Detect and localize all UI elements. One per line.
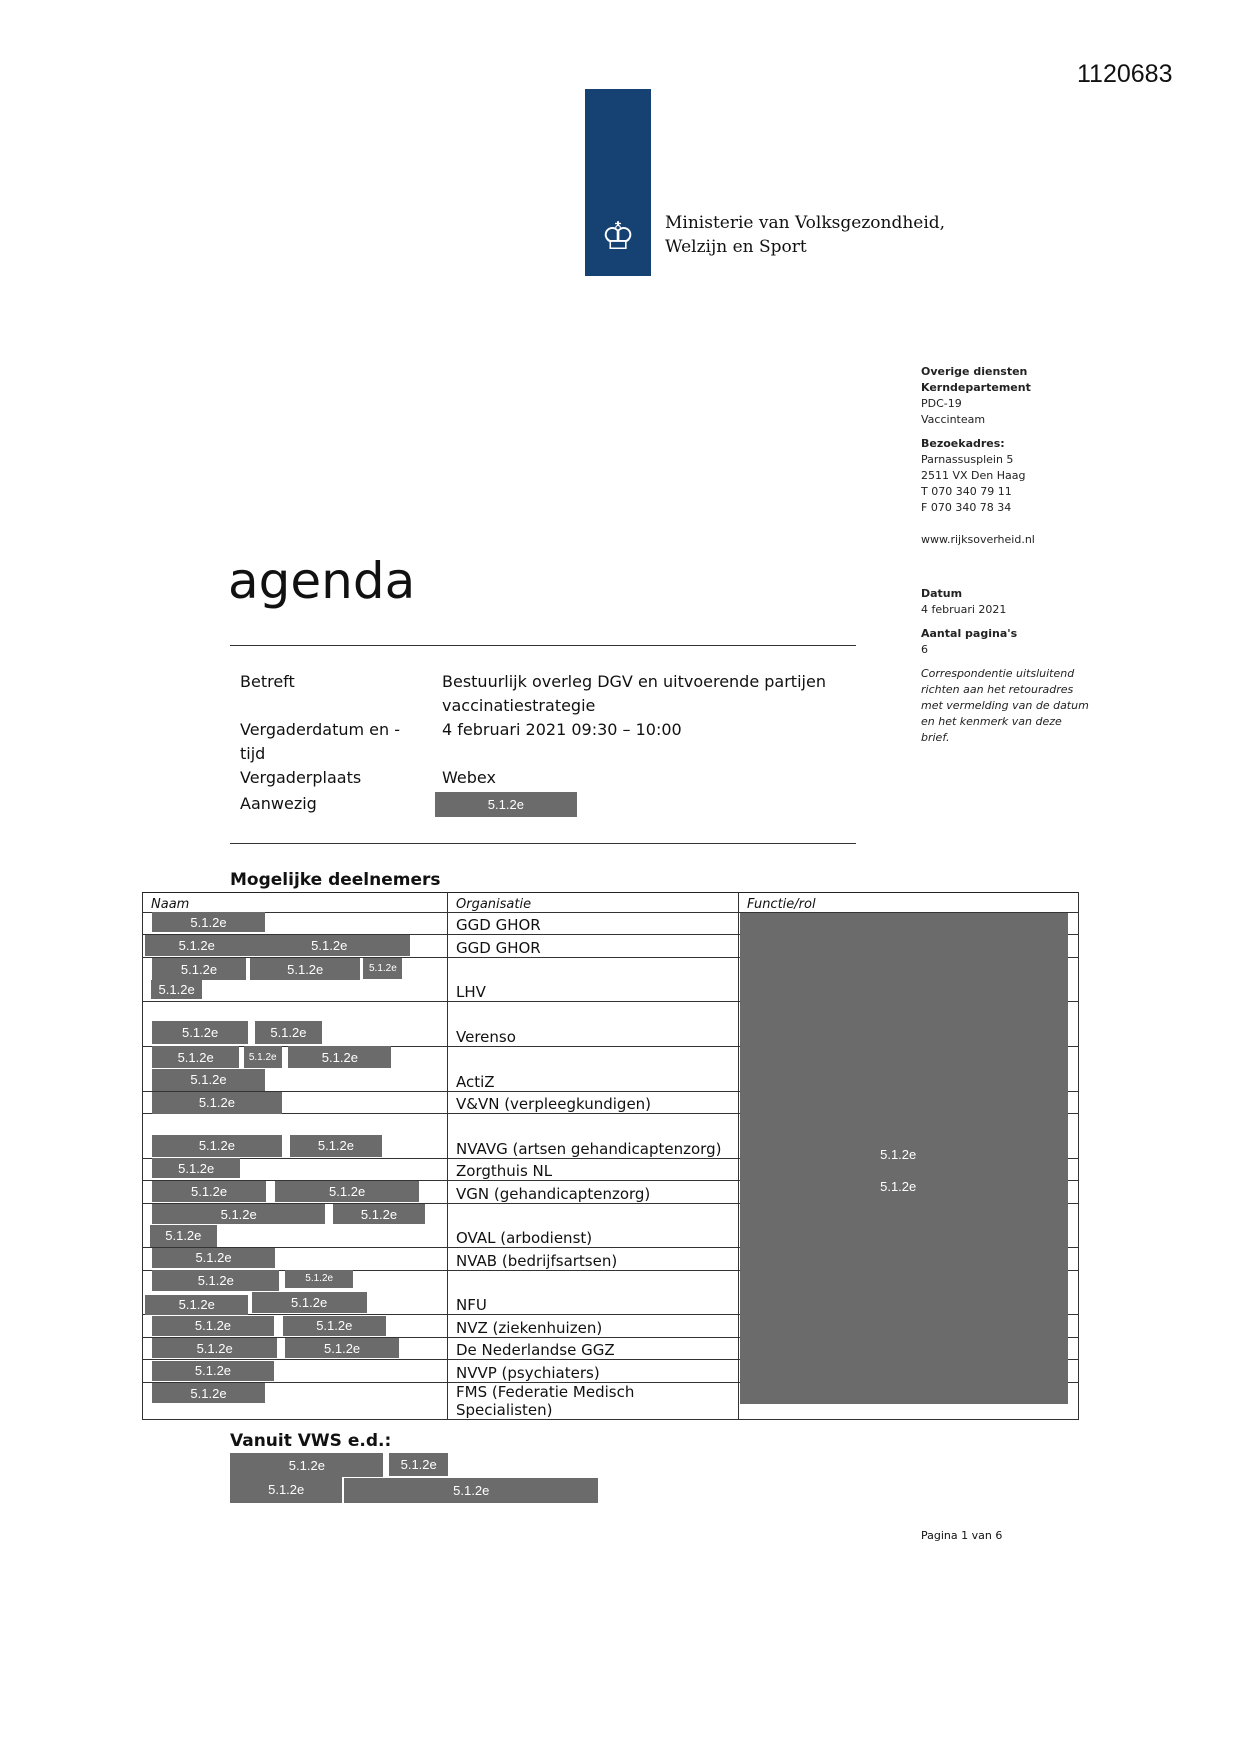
document-number: 1120683 [1077, 60, 1173, 88]
page-title: agenda [228, 552, 416, 610]
place-value: Webex [442, 768, 496, 787]
note-line: richten aan het retouradres [921, 683, 1074, 696]
redaction-box: 5.1.2e [152, 1021, 248, 1044]
redaction-box: 5.1.2e [152, 1181, 266, 1202]
divider [230, 843, 856, 844]
redaction-box: 5.1.2e [389, 1453, 448, 1475]
date-label: Datum [921, 587, 963, 600]
column-header-name: Naam [143, 893, 448, 913]
organisation-cell: Verenso [448, 1002, 739, 1047]
redaction-box: 5.1.2e [435, 792, 577, 818]
redaction-box: 5.1.2e [283, 1316, 386, 1336]
redaction-box: 5.1.2e [250, 958, 360, 980]
ministry-line-2: Welzijn en Sport [665, 237, 807, 257]
ministry-name [665, 211, 945, 259]
redaction-box: 5.1.2e [152, 1092, 282, 1113]
phone: T 070 340 79 11 [921, 485, 1012, 498]
redaction-box: 5.1.2e [152, 958, 246, 980]
redaction-box: 5.1.2e [150, 1225, 217, 1246]
crest-icon: ♔ [600, 216, 636, 258]
date-label-1: Vergaderdatum en - [240, 720, 400, 739]
redaction-box: 5.1.2e [152, 1135, 282, 1157]
redaction-box: 5.1.2e [152, 1158, 240, 1178]
date-value: 4 februari 2021 [921, 603, 1007, 616]
redaction-box: 5.1.2e [152, 1338, 277, 1358]
organisation-cell: NVAB (bedrijfsartsen) [448, 1248, 739, 1270]
redaction-box: 5.1.2e [275, 1181, 419, 1202]
address-label: Bezoekadres: [921, 437, 1005, 450]
redaction-box: 5.1.2e [230, 1477, 342, 1503]
meeting-datetime: 4 februari 2021 09:30 – 10:00 [442, 720, 682, 739]
address-1: Parnassusplein 5 [921, 453, 1014, 466]
sender-info [921, 364, 1089, 746]
organisation-cell: FMS (Federatie Medisch Specialisten) [448, 1382, 739, 1419]
redaction-box: 5.1.2e [151, 980, 202, 999]
organisation-cell: VGN (gehandicaptenzorg) [448, 1181, 739, 1203]
redaction-label: 5.1.2e [880, 1147, 917, 1163]
organisation-cell: NVZ (ziekenhuizen) [448, 1315, 739, 1337]
note-line: Correspondentie uitsluitend [921, 667, 1075, 680]
organisation-cell: GGD GHOR [448, 913, 739, 935]
redaction-box: 5.1.2e [152, 1383, 265, 1403]
redaction-box: 5.1.2e [145, 1295, 248, 1315]
redaction-box: 5.1.2e [363, 958, 402, 979]
pages-label: Aantal pagina's [921, 627, 1018, 640]
unit-1: PDC-19 [921, 397, 962, 410]
redaction-box: 5.1.2e [152, 1248, 275, 1268]
column-header-organisation: Organisatie [448, 893, 739, 913]
redaction-box: 5.1.2e [252, 1292, 367, 1312]
note-line: en het kenmerk van deze [921, 715, 1062, 728]
divider [230, 645, 856, 646]
organisation-cell: V&VN (verpleegkundigen) [448, 1091, 739, 1113]
subject-line-2: vaccinatiestrategie [442, 696, 596, 715]
organisation-cell: LHV [448, 957, 739, 1002]
dept-1: Overige diensten [921, 365, 1028, 378]
redaction-box: 5.1.2e [288, 1046, 391, 1067]
redaction-box: 5.1.2e [285, 1338, 399, 1358]
vws-heading: Vanuit VWS e.d.: [230, 1431, 392, 1451]
redaction-box: 5.1.2e [152, 1316, 274, 1336]
redaction-box: 5.1.2e [145, 935, 248, 956]
redaction-box: 5.1.2e [152, 912, 265, 932]
redaction-box: 5.1.2e [152, 1046, 239, 1067]
unit-2: Vaccinteam [921, 413, 986, 426]
organisation-cell: GGD GHOR [448, 935, 739, 957]
redaction-box: 5.1.2e [248, 935, 410, 956]
redaction-box: 5.1.2e [285, 1270, 353, 1288]
redaction-box: 5.1.2e [152, 1270, 279, 1291]
column-header-function: Functie/rol [739, 893, 1079, 913]
redaction-box: 5.1.2e [152, 1204, 325, 1224]
dept-2: Kerndepartement [921, 381, 1031, 394]
organisation-cell: De Nederlandse GGZ [448, 1337, 739, 1359]
note-line: met vermelding van de datum [921, 699, 1089, 712]
address-2: 2511 VX Den Haag [921, 469, 1026, 482]
organisation-cell: NFU [448, 1270, 739, 1315]
page-number: Pagina 1 van 6 [921, 1529, 1003, 1542]
redaction-box: 5.1.2e [244, 1046, 282, 1067]
participants-heading: Mogelijke deelnemers [230, 870, 441, 890]
website-link[interactable]: www.rijksoverheid.nl [921, 533, 1035, 546]
redaction-box: 5.1.2e [152, 1069, 265, 1091]
date-label-2: tijd [240, 744, 266, 763]
redaction-box: 5.1.2e [333, 1204, 425, 1224]
organisation-cell: NVAVG (artsen gehandicaptenzorg) [448, 1114, 739, 1159]
note-line: brief. [921, 731, 950, 744]
ministry-line-1: Ministerie van Volksgezondheid, [665, 213, 946, 233]
present-label: Aanwezig [240, 794, 317, 813]
redaction-label: 5.1.2e [880, 1179, 917, 1195]
redaction-box: 5.1.2e [344, 1478, 598, 1503]
place-label: Vergaderplaats [240, 768, 362, 787]
redaction-box: 5.1.2e [230, 1453, 383, 1476]
redaction-box: 5.1.2e [290, 1135, 383, 1157]
subject-label: Betreft [240, 672, 295, 691]
redaction-box: 5.1.2e [255, 1021, 322, 1044]
subject-line-1: Bestuurlijk overleg DGV en uitvoerende partijen [442, 672, 826, 691]
pages-value: 6 [921, 643, 928, 656]
organisation-cell: NVVP (psychiaters) [448, 1360, 739, 1382]
redaction-box: 5.1.2e [152, 1361, 274, 1381]
organisation-cell: Zorgthuis NL [448, 1158, 739, 1180]
function-redaction [740, 913, 1068, 1404]
fax: F 070 340 78 34 [921, 501, 1012, 514]
organisation-cell: ActiZ [448, 1047, 739, 1092]
organisation-cell: OVAL (arbodienst) [448, 1203, 739, 1248]
